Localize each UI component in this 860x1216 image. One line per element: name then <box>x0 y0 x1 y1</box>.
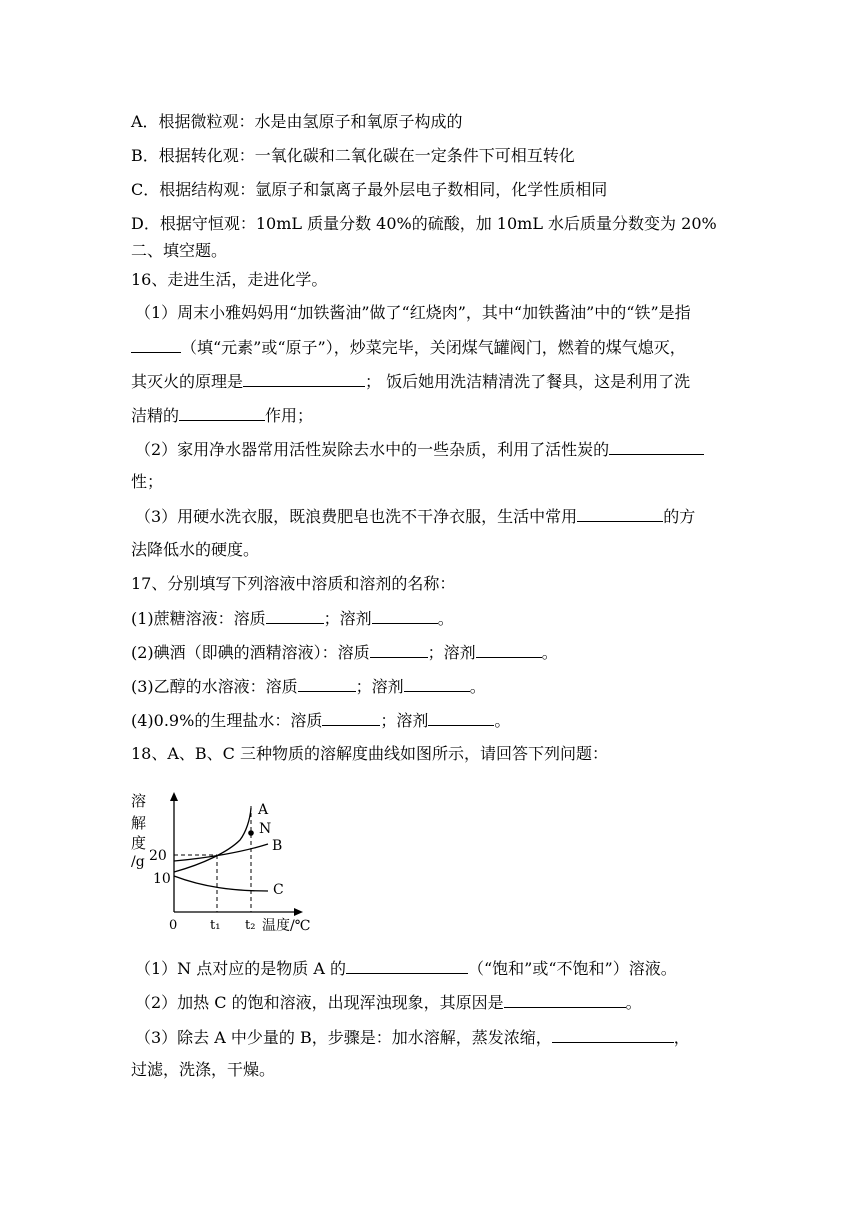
option-a: A．根据微粒观：水是由氢原子和氧原子构成的 <box>131 112 463 131</box>
q18-title: 18、A、B、C 三种物质的溶解度曲线如图所示，请回答下列问题： <box>131 744 609 763</box>
curve-b <box>174 844 268 861</box>
q16-part1-line2: （填“元素”或“原子”），炒菜完毕，关闭煤气罐阀门，燃着的煤气熄灭， <box>131 337 686 358</box>
curve-label: C <box>273 882 284 898</box>
q18-part1: （1）N 点对应的是物质 A 的 （“饱和”或“不饱和”）溶液。 <box>135 959 677 978</box>
solubility-curve-figure <box>128 790 328 935</box>
q17-item-2: (2)碘酒（即碘的酒精溶液）：溶质 ；溶剂 。 <box>131 643 558 662</box>
y-axis-label-char: /g <box>131 854 145 870</box>
option-d: D．根据守恒观：10mL 质量分数 40%的硫酸，加 10mL 水后质量分数变为 20% <box>131 214 717 233</box>
point-n <box>248 830 254 836</box>
answer-blank[interactable] <box>504 992 626 1008</box>
x-axis-label: 温度/℃ <box>262 918 311 934</box>
answer-blank[interactable] <box>322 710 380 726</box>
y-axis-arrow <box>170 792 178 801</box>
answer-blank[interactable] <box>266 608 324 624</box>
q16-part1-line1: （1）周末小雅妈妈用“加铁酱油”做了“红烧肉”，其中“加铁酱油”中的“铁”是指 <box>135 303 691 322</box>
q18-part3-line2: 过滤，洗涤，干燥。 <box>131 1060 276 1079</box>
answer-blank[interactable] <box>577 506 663 522</box>
q16-part2-line1: （2）家用净水器常用活性炭除去水中的一些杂质，利用了活性炭的 <box>135 439 704 460</box>
x-axis-arrow <box>294 908 303 916</box>
option-c: C．根据结构观：氩原子和氯离子最外层电子数相同，化学性质相同 <box>131 180 608 199</box>
x-tick-label: 0 <box>169 918 178 933</box>
q16-part3-line1: （3）用硬水洗衣服，既浪费肥皂也洗不干净衣服，生活中常用 的方 <box>135 507 696 526</box>
q16-part3-line2: 法降低水的硬度。 <box>131 540 260 559</box>
q17-title: 17、分别填写下列溶液中溶质和溶剂的名称： <box>131 574 456 593</box>
curve-a <box>174 808 251 872</box>
answer-blank[interactable] <box>404 676 470 692</box>
y-axis-label-char: 溶 <box>131 792 147 810</box>
answer-blank[interactable] <box>476 642 542 658</box>
answer-blank[interactable] <box>370 642 428 658</box>
answer-blank[interactable] <box>298 676 356 692</box>
answer-blank[interactable] <box>179 405 265 421</box>
answer-blank[interactable] <box>552 1027 674 1043</box>
y-axis-label-char: 解 <box>131 814 147 832</box>
y-tick-label: 20 <box>149 848 167 864</box>
option-b: B．根据转化观：一氧化碳和二氧化碳在一定条件下可相互转化 <box>131 146 575 165</box>
curve-label: B <box>272 838 283 854</box>
answer-blank[interactable] <box>609 439 704 455</box>
q18-part3-line1: （3）除去 A 中少量的 B，步骤是：加水溶解，蒸发浓缩， ， <box>135 1028 690 1047</box>
answer-blank[interactable] <box>428 710 494 726</box>
answer-blank[interactable] <box>243 371 365 387</box>
q16-part2-line2: 性； <box>131 472 164 491</box>
q16-title: 16、走进生活，走进化学。 <box>131 270 328 289</box>
curve-label: A <box>258 802 269 818</box>
answer-blank[interactable] <box>131 337 181 353</box>
curve-label: N <box>259 821 272 837</box>
q17-item-4: (4)0.9%的生理盐水：溶质 ；溶剂 。 <box>131 711 511 730</box>
y-tick-label: 10 <box>153 871 171 887</box>
q17-item-3: (3)乙醇的水溶液：溶质 ；溶剂 。 <box>131 677 486 696</box>
q17-item-1: (1)蔗糖溶液：溶质 ；溶剂 。 <box>131 609 454 628</box>
section-title: 二、填空题。 <box>131 241 228 260</box>
x-tick-label: t₂ <box>245 918 256 933</box>
q16-part1-line3: 其灭火的原理是 ； 饭后她用洗洁精清洗了餐具，这是利用了洗 <box>131 372 691 391</box>
x-tick-label: t₁ <box>210 918 221 933</box>
q16-part1-line4: 洁精的 作用； <box>131 406 314 425</box>
answer-blank[interactable] <box>372 608 438 624</box>
q18-part2: （2）加热 C 的饱和溶液，出现浑浊现象，其原因是 。 <box>135 993 642 1012</box>
answer-blank[interactable] <box>346 958 468 974</box>
y-axis-label-char: 度 <box>131 834 147 852</box>
curve-c <box>174 876 268 891</box>
